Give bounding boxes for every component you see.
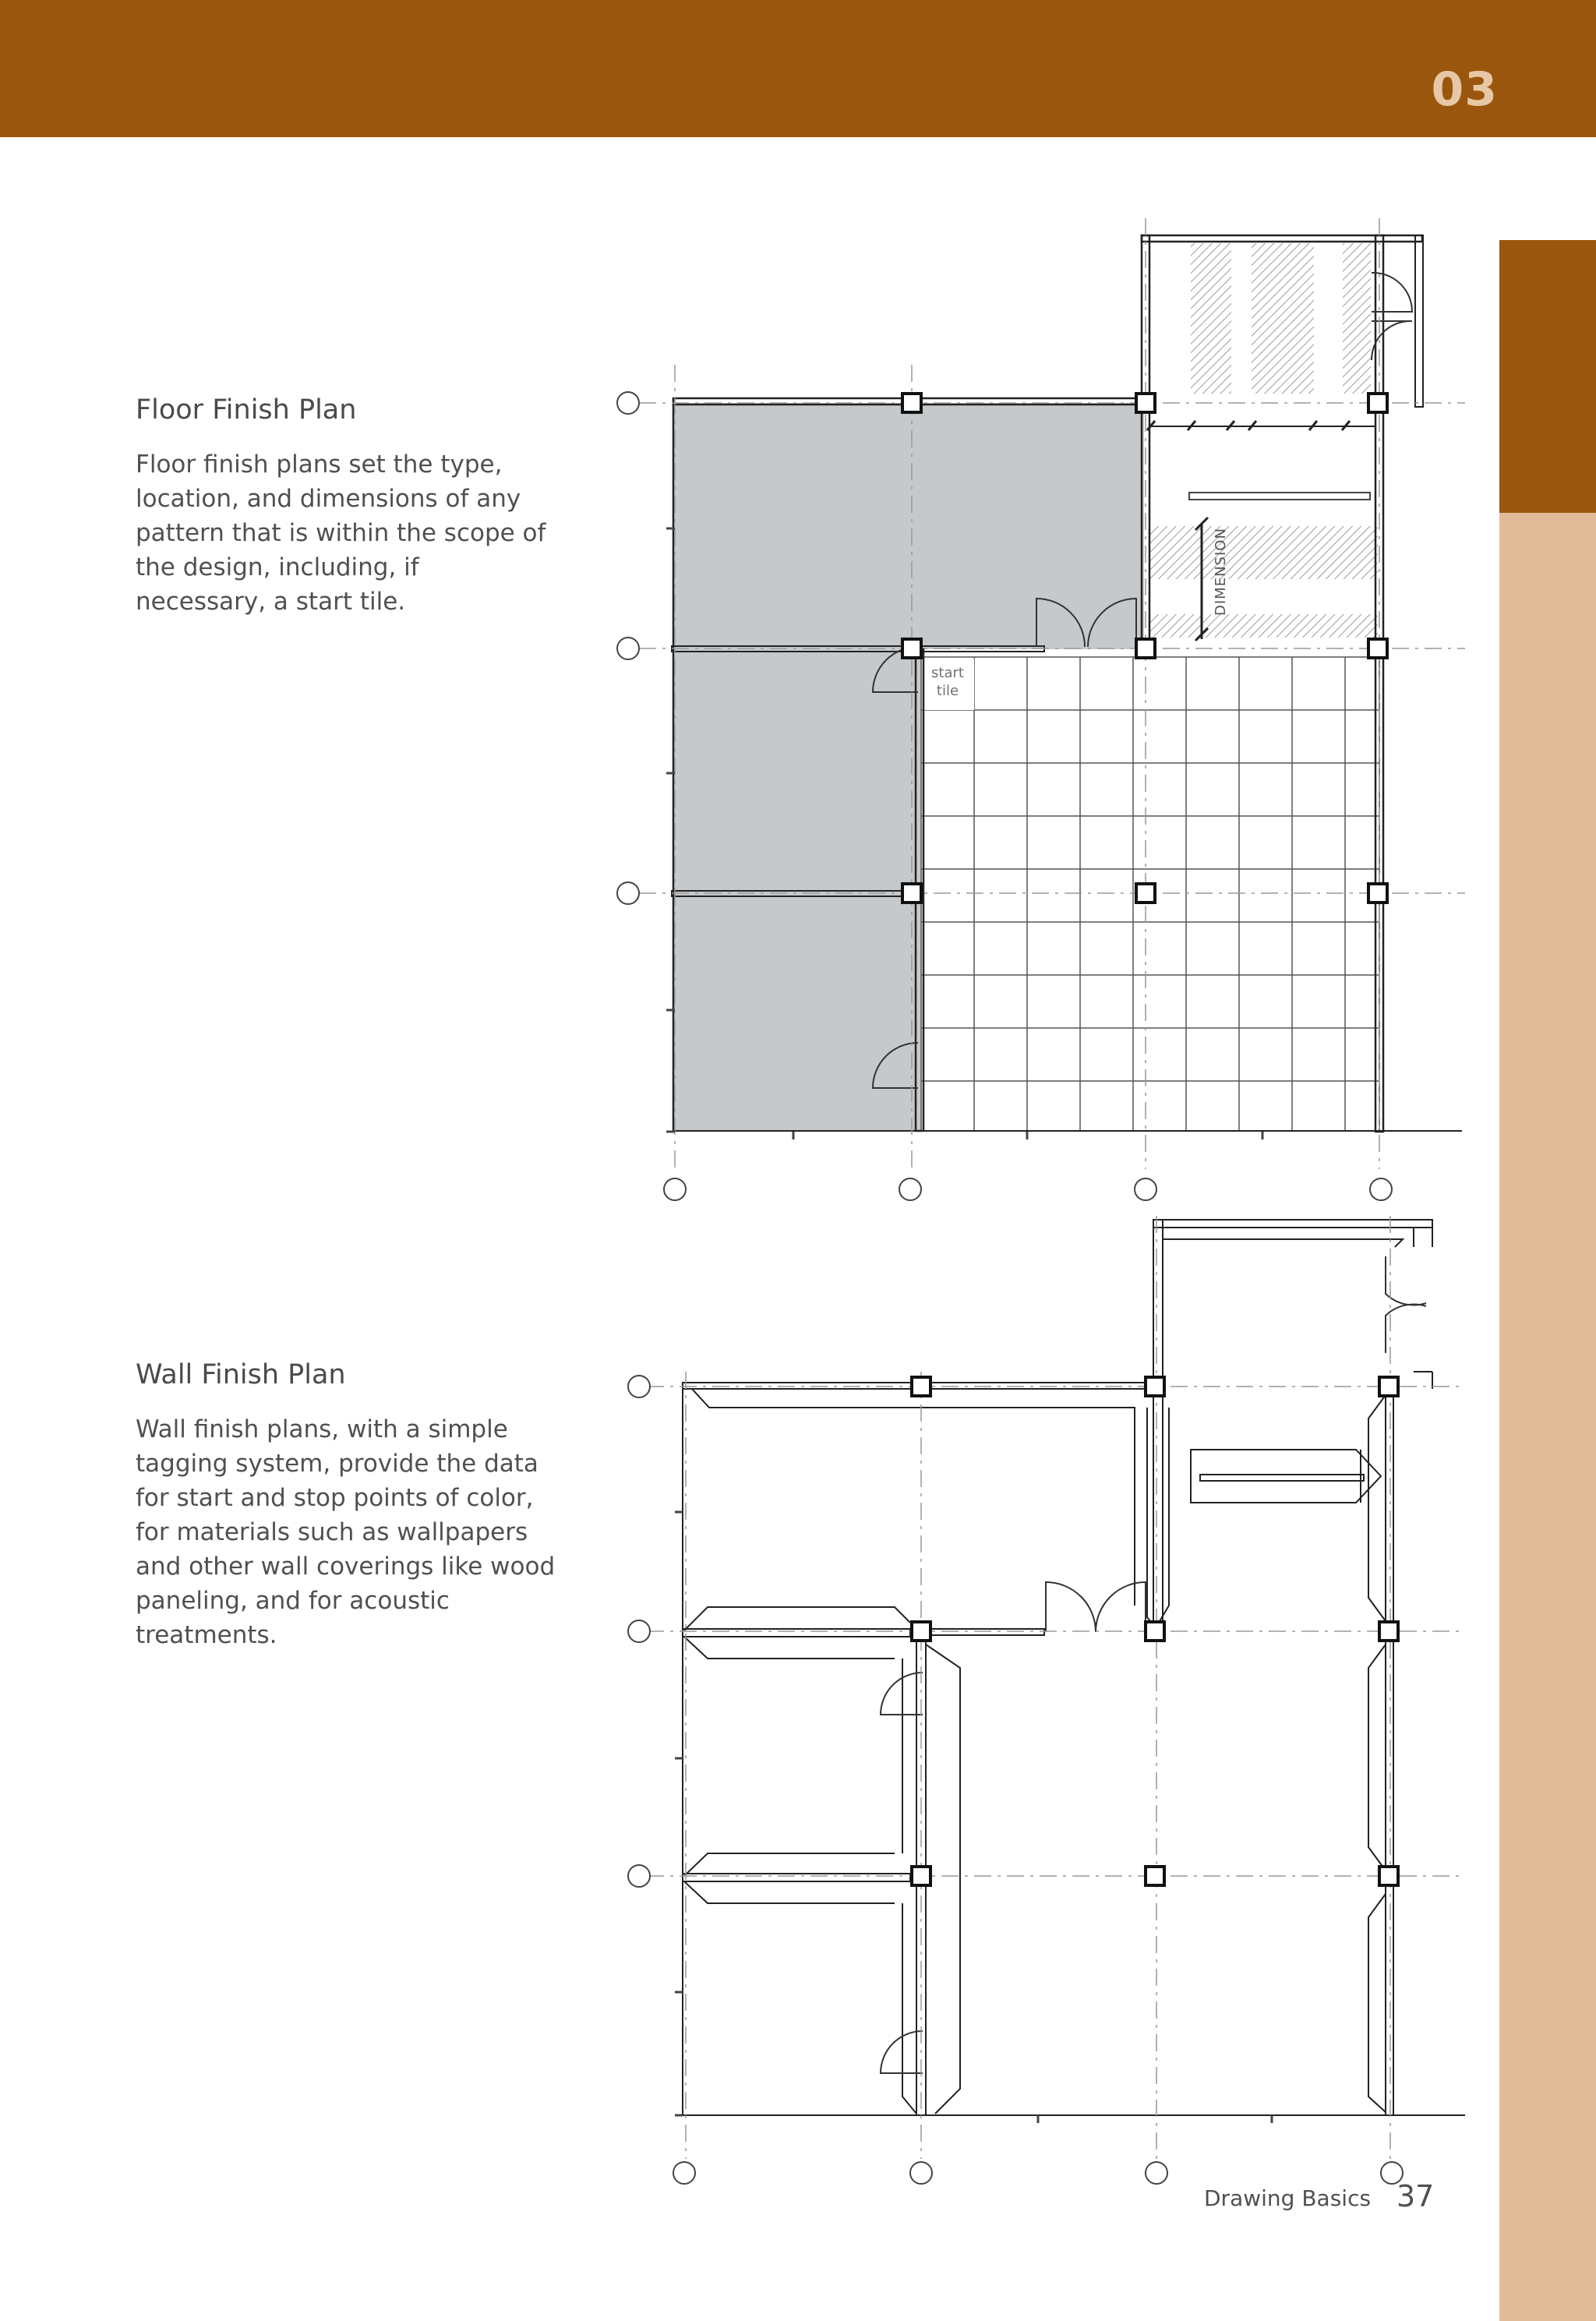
wall-grid-bubbles <box>628 1376 1403 2184</box>
start-tile-label-2: tile <box>936 683 959 699</box>
wall-outlines <box>681 1220 1465 2115</box>
hatch-stripe <box>1191 243 1231 394</box>
counter-line <box>1189 493 1370 500</box>
wall-dimension-ticks <box>675 1512 1272 2123</box>
wall-grid-lines <box>647 1216 1465 2159</box>
start-tile-label-1: start <box>931 665 964 681</box>
book-title: Drawing Basics <box>1204 2185 1372 2211</box>
wall-plan <box>628 1216 1465 2184</box>
dimension-label: DIMENSION <box>1213 528 1229 616</box>
hatch-band <box>1150 614 1378 638</box>
gray-finish-area-top <box>673 403 1144 649</box>
floor-plan-body: Floor finish plans set the type, location, and dimensions of any pattern that is within the scope of the design, including, if necessary, a start tile. <box>136 450 546 616</box>
hatch-stripe <box>1252 243 1314 394</box>
wall-plan-body: Wall finish plans, with a simple tagging system, provide the data for start and stop points of color, for materials such as wallpapers and other wall coverings like wood paneling, and for acoustic treatments. <box>136 1415 556 1649</box>
hatch-band <box>1150 526 1378 579</box>
floor-plan <box>617 218 1465 1200</box>
chapter-number: 03 <box>1431 62 1498 117</box>
wall-plan-title: Wall Finish Plan <box>136 1359 346 1390</box>
floor-plan-title: Floor Finish Plan <box>136 394 357 426</box>
page-number: 37 <box>1396 2179 1435 2213</box>
hatch-stripe <box>1343 243 1371 394</box>
